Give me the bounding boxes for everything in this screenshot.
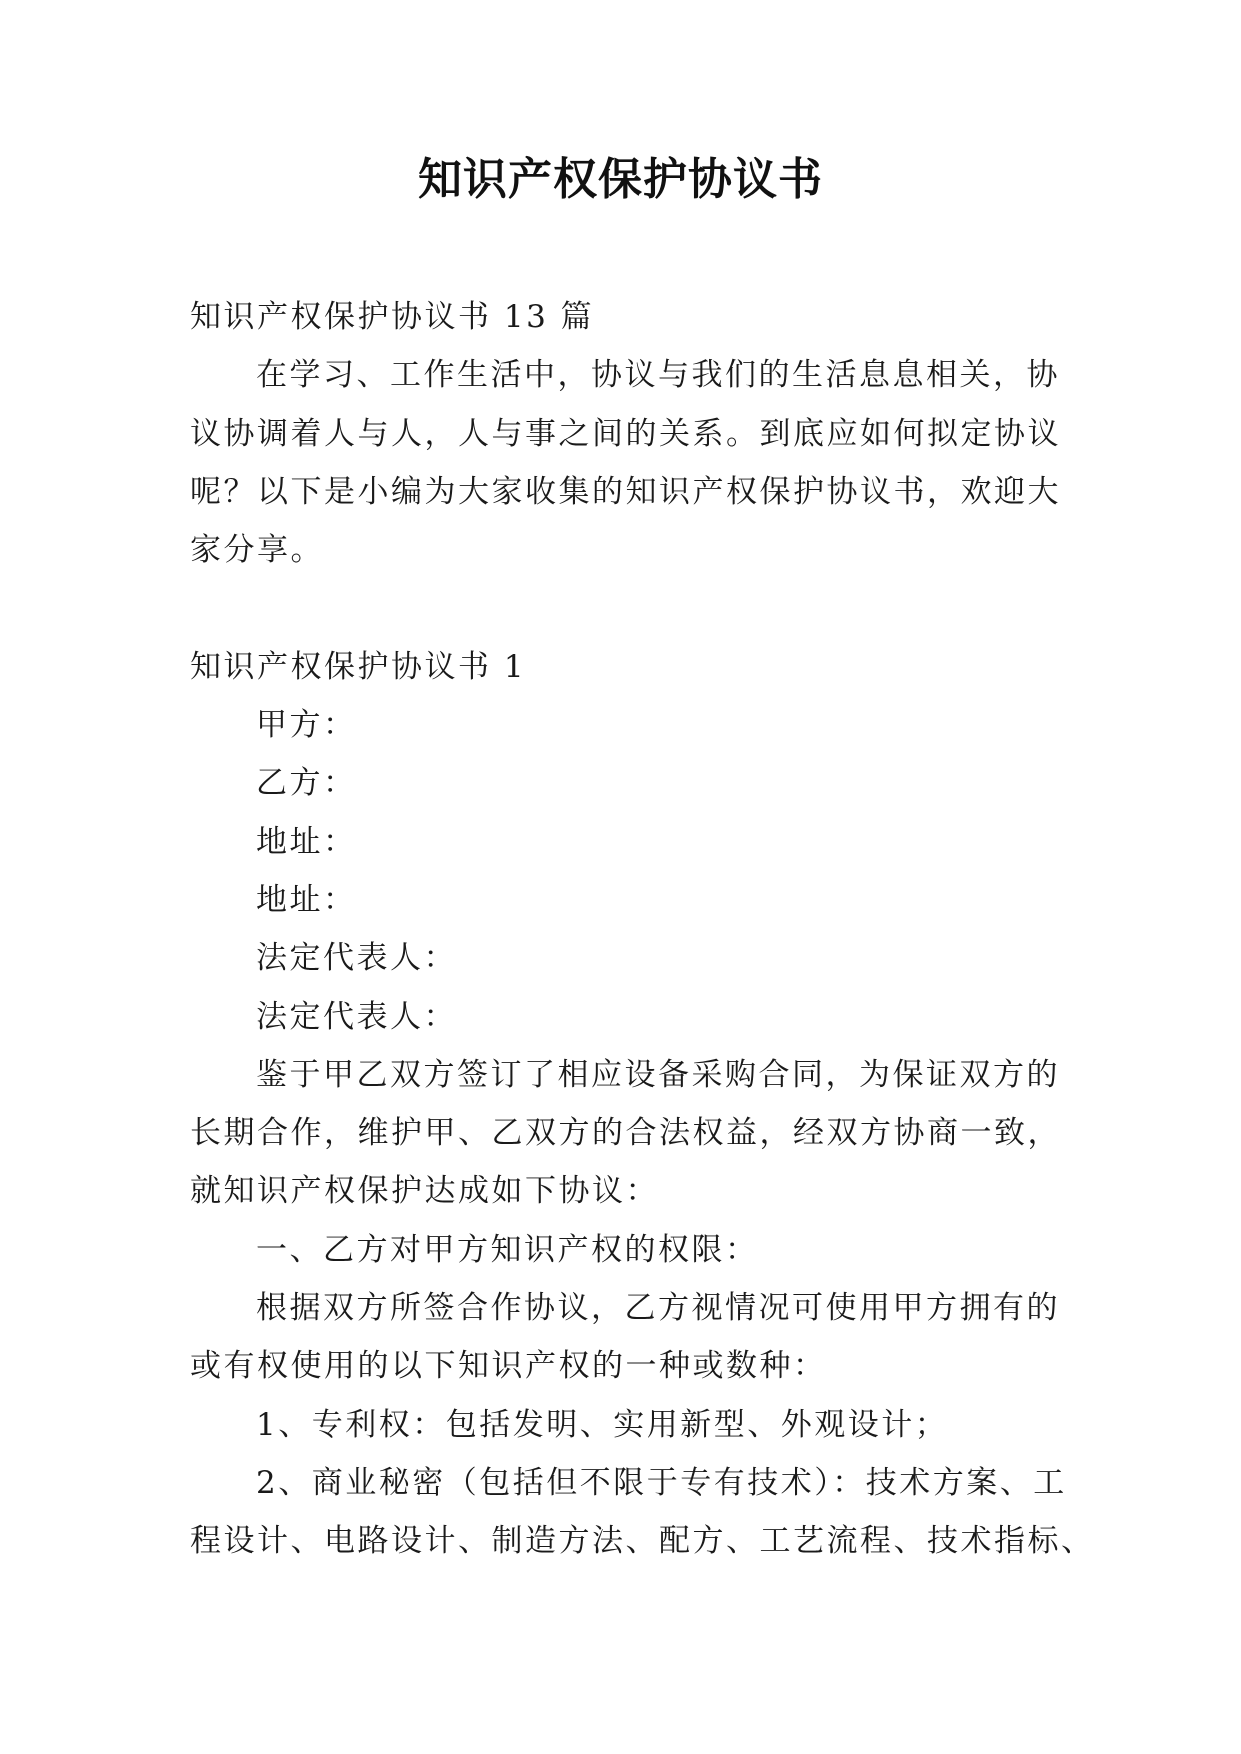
intro-line: 议协调着人与人，人与事之间的关系。到底应如何拟定协议 [190, 415, 1061, 452]
address-a-label: 地址： [256, 823, 357, 860]
list-item: 2、商业秘密（包括但不限于专有技术）：技术方案、工 [256, 1464, 1067, 1501]
paragraph-line: 长期合作，维护甲、乙双方的合法权益，经双方协商一致， [190, 1115, 1061, 1152]
party-b-label: 乙方： [256, 765, 357, 802]
address-b-label: 地址： [256, 881, 357, 918]
section-heading: 知识产权保护协议书 1 [190, 648, 527, 685]
legal-rep-b-label: 法定代表人： [256, 998, 457, 1035]
party-a-label: 甲方： [256, 707, 357, 744]
intro-line: 呢？以下是小编为大家收集的知识产权保护协议书，欢迎大 [190, 473, 1061, 510]
document-subtitle: 知识产权保护协议书 13 篇 [190, 299, 595, 335]
paragraph-line: 根据双方所签合作协议，乙方视情况可使用甲方拥有的 [256, 1290, 1060, 1327]
intro-line: 在学习、工作生活中，协议与我们的生活息息相关，协 [256, 357, 1060, 394]
list-item-continuation: 程设计、电路设计、制造方法、配方、工艺流程、技术指标、 [190, 1523, 1095, 1560]
paragraph-spacer [190, 579, 1052, 637]
legal-rep-a-label: 法定代表人： [256, 940, 457, 977]
intro-line: 家分享。 [190, 532, 324, 569]
list-item: 1、专利权：包括发明、实用新型、外观设计； [256, 1406, 949, 1443]
document-title: 知识产权保护协议书 [418, 154, 823, 205]
paragraph-line: 或有权使用的以下知识产权的一种或数种： [190, 1348, 827, 1385]
paragraph-line: 就知识产权保护达成如下协议： [190, 1173, 659, 1210]
clause-heading: 一、乙方对甲方知识产权的权限： [256, 1231, 759, 1268]
paragraph-line: 鉴于甲乙双方签订了相应设备采购合同，为保证双方的 [256, 1056, 1060, 1093]
document-body [190, 288, 1095, 1571]
